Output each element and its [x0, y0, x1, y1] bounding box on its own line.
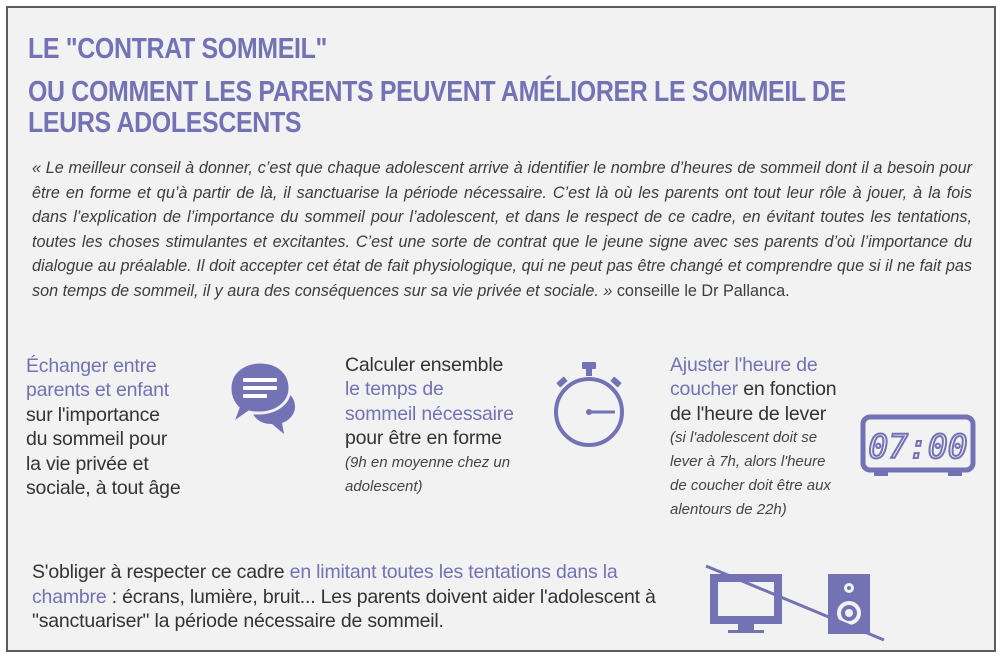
bottom-tip-part-2: : écrans, lumière, bruit... Les parents doivent aider l'adolescent à "sanctuariser" la période nécessaire de sommeil. [32, 585, 656, 632]
tip-calculate-line-3: sommeil nécessaire [345, 402, 514, 425]
stopwatch-icon [549, 360, 629, 448]
tip-exchange-line-3: sur l'importance [26, 403, 160, 426]
title-line-1: LE "CONTRAT SOMMEIL" [28, 33, 327, 65]
tip-adjust-note-4: alentours de 22h) [670, 501, 787, 519]
tip-adjust-note-3: de coucher doit être aux [670, 477, 831, 495]
clock-display: 07:00 [868, 427, 968, 466]
tip-exchange-line-2: parents et enfant [26, 379, 169, 402]
tip-calculate-note-1: (9h en moyenne chez un [345, 453, 511, 471]
quote-text: « Le meilleur conseil à donner, c’est que chaque adolescent arrive à identifier le nombre d’heures de sommeil dont il a besoin pour être en forme et qu’à partir de là, il sanctuarise la période nécessaire. C’est là où les parents ont tout leur rôle à jouer, à la fois dans l’explication de l’importance du sommeil pour l’adolescent, et dans le respect de ce cadre, en évitant toutes les tentations, toutes les choses stimulantes et excitantes. C’est une sorte de contrat que le jeune signe avec ses parents d’où l’importance du dialogue au préalable. Il doit accepter cet état de fait physiologique, qui ne peut pas être changé et comprendre que si il ne fait pas son temps de sommeil, il y aura des conséquences sur sa vie privée et sociale. » [32, 159, 972, 300]
bottom-tip-accent: en limitant toutes les tentations dans la chambre [32, 561, 618, 608]
bottom-tip [32, 560, 692, 634]
quote-attribution: conseille le Dr Pallanca. [612, 281, 790, 300]
tip-adjust-line-2-rest: en fonction [737, 378, 837, 401]
tip-calculate-line-2: le temps de [345, 378, 444, 401]
tip-adjust [670, 353, 836, 522]
title-line-2: OU COMMENT LES PARENTS PEUVENT AMÉLIORER LE SOMMEIL DE [28, 76, 846, 108]
tip-calculate [345, 353, 514, 499]
tip-adjust-note-2: lever à 7h, alors l'heure [670, 453, 826, 471]
tip-calculate-note-2: adolescent) [345, 477, 423, 495]
tip-adjust-line-1: Ajuster l'heure de [670, 354, 818, 376]
tip-exchange-line-4: du sommeil pour [26, 428, 168, 451]
tip-exchange-line-6: sociale, à tout âge [26, 477, 181, 500]
tip-exchange-line-5: la vie privée et [26, 452, 149, 475]
tip-calculate-line-1: Calculer ensemble [345, 354, 504, 376]
infographic-panel [6, 6, 996, 652]
tip-adjust-note-1: (si l'adolescent doit se [670, 429, 818, 447]
tip-calculate-line-4: pour être en forme [345, 427, 502, 450]
tip-exchange-line-1: Échanger entre [26, 355, 157, 377]
tip-adjust-line-3: de l'heure de lever [670, 402, 827, 425]
expert-quote [32, 156, 972, 304]
tip-exchange [26, 354, 180, 500]
digital-clock-icon [860, 414, 976, 480]
chat-bubbles-icon [224, 358, 300, 434]
title-line-3: LEURS ADOLESCENTS [28, 107, 302, 139]
tip-adjust-line-2-accent: coucher [670, 378, 738, 401]
bottom-tip-part-1: S'obliger à respecter ce cadre [32, 561, 290, 583]
no-screens-icon [696, 558, 892, 642]
